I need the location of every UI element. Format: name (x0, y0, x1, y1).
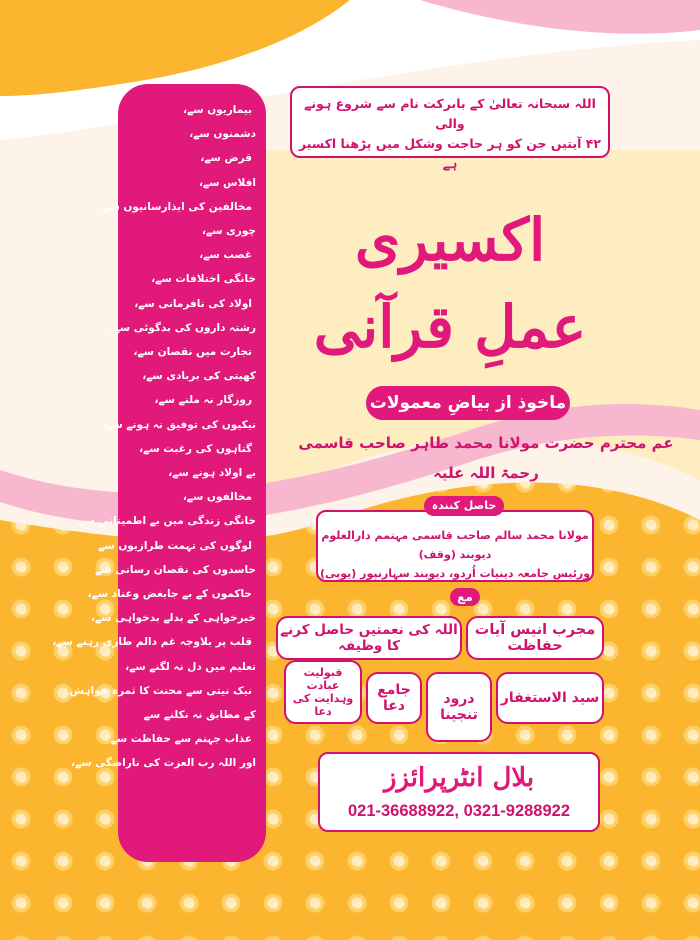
title-line-1: اکسیری (354, 206, 546, 274)
collector-label: حاصل کنندہ (424, 496, 504, 516)
sidebar-item: تعلیم میں دل نہ لگنے سے، (125, 660, 256, 673)
source-label: ماخوذ از بیاضِ معمولات (366, 386, 570, 420)
sidebar-item: مخالفوں سے، (182, 491, 252, 504)
sidebar-item: اور اللہ رب العزت کی ناراضگی سے، (71, 757, 256, 770)
publisher-box (318, 752, 600, 832)
sidebar-item: کے مطابق نہ نکلنے سے (143, 709, 256, 722)
feature-item-1: مجرب انیس آیات حفاظت (466, 616, 604, 660)
collector-line-1: مولانا محمد سالم صاحب قاسمی مہتمم دارالعلوم دیوبند (وقف) (321, 529, 589, 561)
sidebar-item: مخالفین کی ایذارسانیوں سے، (99, 200, 252, 213)
feature-item-6 (284, 660, 362, 724)
sidebar-item: روزگار نہ ملنے سے، (154, 394, 252, 407)
title-line-2: عملِ قرآنی (313, 293, 587, 361)
sidebar-item: چوری سے، (202, 225, 256, 238)
author-line: عم محترم حضرت مولانا محمد طاہر صاحب قاسمی رحمۃ اللہ علیہ (298, 434, 674, 482)
publisher-phones: 021-36688922, 0321-9288922 (347, 802, 571, 820)
sidebar-list (52, 98, 256, 776)
intro-box (290, 86, 610, 171)
sidebar-item: رشتہ داروں کی بدگوئی سے، (109, 321, 256, 334)
sidebar-item: خانگی زندگی میں بے اطمینانی سے (78, 515, 256, 528)
sidebar-item: نیکیوں کی توفیق نہ ہونے سے، (102, 418, 256, 431)
feature-item-6-line-2: وہدایت کی دعا (292, 692, 354, 718)
sidebar-item: تجارت میں نقصان سے، (133, 346, 252, 359)
sidebar-item: لوگوں کی تہمت طرازیوں سے (98, 539, 252, 552)
feature-item-5: جامع دعا (366, 672, 422, 724)
sidebar-list-panel (52, 84, 266, 862)
sidebar-item: خانگی اختلافات سے، (151, 273, 256, 286)
feature-item-6-line-1: قبولیت عبادت (303, 666, 343, 692)
sidebar-item: گناہوں کی رغبت سے، (139, 442, 252, 455)
with-label: مع (450, 588, 480, 606)
sidebar-item: قلب پر بلاوجہ غم دالم طاری رہنے سے، (52, 636, 252, 649)
feature-item-2: اللہ کی نعمتیں حاصل کرنے کا وظیفہ (276, 616, 462, 660)
sidebar-item: دشمنوں سے، (189, 128, 256, 141)
collector-box (316, 510, 594, 582)
sidebar-item: قرض سے، (200, 152, 252, 165)
sidebar-item: نیک نیتی سے محنت کا ثمرہ خواہش (69, 684, 252, 697)
sidebar-item: کھیتی کی بربادی سے، (142, 370, 256, 383)
sidebar-item: غصب سے، (199, 249, 252, 262)
sidebar-item: اولاد کی نافرمانی سے، (134, 297, 252, 310)
sidebar-item: بے اولاد ہونے سے، (168, 467, 256, 480)
sidebar-item: عذاب جہنم سے حفاظت سے (110, 733, 252, 746)
feature-item-4: درود تنجینا (426, 672, 492, 742)
sidebar-item: افلاس سے، (198, 176, 256, 189)
intro-line-1: اللہ سبحانہ تعالیٰ کے بابرکت نام سے شروع ہونے والی (304, 96, 596, 131)
sidebar-item: بیماریوں سے، (183, 104, 252, 116)
sidebar-item: حاسدوں کی نقصان رسانی سے (95, 563, 256, 576)
sidebar-item: خیرخواہی کے بدلے بدخواہی سے، (91, 612, 256, 625)
collector-line-2: ورئیس جامعہ دینیات اُردو، دیوبند سہارنپور (یوپی) (319, 567, 591, 580)
publisher-name: بلال انٹرپرائزز (383, 763, 535, 793)
sidebar-item: حاکموں کے بے جابغض وعناد سے، (87, 588, 252, 601)
intro-line-2: ۴۲ آیتیں جن کو ہر حاجت وشکل میں پڑھنا اکسیر ہے (299, 136, 601, 171)
feature-item-3: سید الاستغفار (496, 672, 604, 724)
